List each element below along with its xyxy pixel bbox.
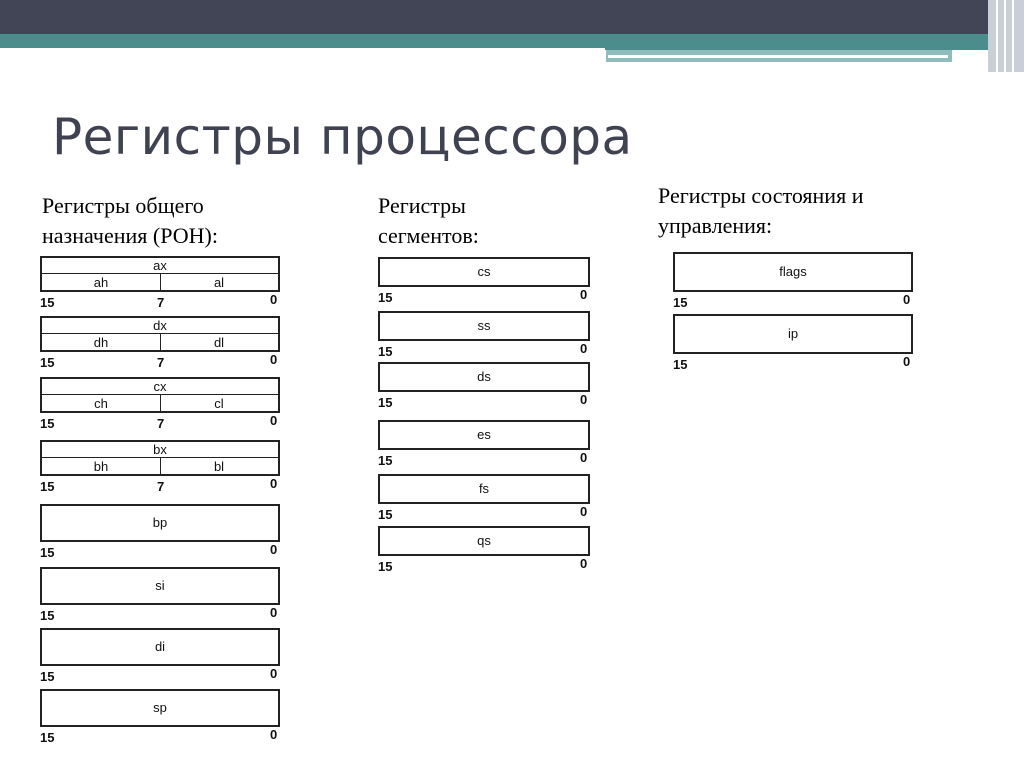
bit-label-low: 0: [270, 292, 278, 307]
bit-label-low: 0: [270, 605, 278, 620]
register-low-cl: cl: [214, 396, 224, 411]
register-box-sp: [40, 689, 280, 727]
register-box-ss: [378, 311, 590, 341]
register-box-ip: [673, 314, 913, 354]
slide-header-decoration: [0, 0, 1024, 72]
header-white-line-2: [608, 55, 948, 58]
register-name-qs: qs: [477, 533, 491, 548]
bit-label-low: 0: [580, 556, 588, 571]
register-name-cs: cs: [477, 264, 491, 279]
bit-label-high: 15: [40, 545, 55, 560]
register-name-si: si: [155, 578, 165, 593]
register-box-fs: [378, 474, 590, 504]
slide-title: Регистры процессора: [52, 108, 633, 166]
bit-label-low: 0: [270, 727, 278, 742]
register-box-qs: [378, 526, 590, 556]
status-registers-heading: Регистры состояния и управления:: [658, 183, 864, 238]
bit-label-low: 0: [903, 354, 911, 369]
header-right-stripes: [988, 0, 1024, 72]
register-name-bp: bp: [152, 515, 168, 530]
register-name-ax: ax: [153, 258, 167, 273]
bit-label-high: 15: [378, 559, 393, 574]
bit-label-high: 15: [40, 730, 55, 745]
register-name-sp: sp: [153, 700, 167, 715]
register-name-bx: bx: [153, 442, 167, 457]
bit-label-low: 0: [270, 666, 278, 681]
register-box-cs: [378, 257, 590, 287]
header-dark-bar: [0, 0, 1024, 34]
register-box-bp: [40, 504, 280, 542]
bit-label-mid: 7: [157, 479, 165, 494]
register-name-fs: fs: [478, 481, 490, 496]
bit-label-mid: 7: [157, 355, 165, 370]
register-high-ah: ah: [93, 275, 109, 290]
bit-label-high: 15: [40, 479, 55, 494]
register-name-es: es: [477, 427, 491, 442]
bit-label-high: 15: [378, 507, 393, 522]
header-white-line: [0, 48, 605, 50]
bit-label-high: 15: [673, 295, 688, 310]
register-name-dx: dx: [153, 318, 167, 333]
register-high-ch: ch: [94, 396, 108, 411]
bit-label-high: 15: [378, 453, 393, 468]
bit-label-low: 0: [580, 392, 588, 407]
bit-label-high: 15: [378, 344, 393, 359]
bit-label-high: 15: [673, 357, 688, 372]
bit-label-high: 15: [40, 669, 55, 684]
bit-label-high: 15: [40, 295, 55, 310]
register-box-si: [40, 567, 280, 605]
register-low-al: al: [213, 275, 225, 290]
register-box-es: [378, 420, 590, 450]
register-box-di: [40, 628, 280, 666]
bit-label-high: 15: [378, 290, 393, 305]
segment-registers-heading: Регистры сегментов:: [378, 193, 479, 248]
bit-label-low: 0: [270, 542, 278, 557]
register-box-bx: [40, 440, 280, 476]
register-name-flags: flags: [779, 264, 807, 279]
bit-label-low: 0: [903, 292, 911, 307]
bit-label-low: 0: [270, 413, 278, 428]
register-box-ds: [378, 362, 590, 392]
bit-label-mid: 7: [157, 295, 165, 310]
bit-label-low: 0: [580, 287, 588, 302]
bit-label-low: 0: [580, 341, 588, 356]
register-box-flags: [673, 252, 913, 292]
bit-label-mid: 7: [157, 416, 165, 431]
register-low-bl: bl: [213, 459, 225, 474]
register-name-ss: ss: [477, 318, 491, 333]
register-high-dh: dh: [93, 335, 109, 350]
register-low-dl: dl: [213, 335, 225, 350]
register-box-ax: [40, 256, 280, 292]
register-box-cx: [40, 377, 280, 413]
bit-label-low: 0: [270, 352, 278, 367]
bit-label-high: 15: [40, 608, 55, 623]
register-name-di: di: [154, 639, 166, 654]
register-name-ip: ip: [787, 326, 799, 341]
register-name-cx: cx: [153, 379, 167, 394]
bit-label-high: 15: [378, 395, 393, 410]
general-registers-heading: Регистры общего назначения (РОН):: [42, 193, 218, 248]
bit-label-high: 15: [40, 416, 55, 431]
register-high-bh: bh: [93, 459, 109, 474]
bit-label-high: 15: [40, 355, 55, 370]
bit-label-low: 0: [580, 450, 588, 465]
register-box-dx: [40, 316, 280, 352]
bit-label-low: 0: [270, 476, 278, 491]
register-name-ds: ds: [477, 369, 491, 384]
bit-label-low: 0: [580, 504, 588, 519]
